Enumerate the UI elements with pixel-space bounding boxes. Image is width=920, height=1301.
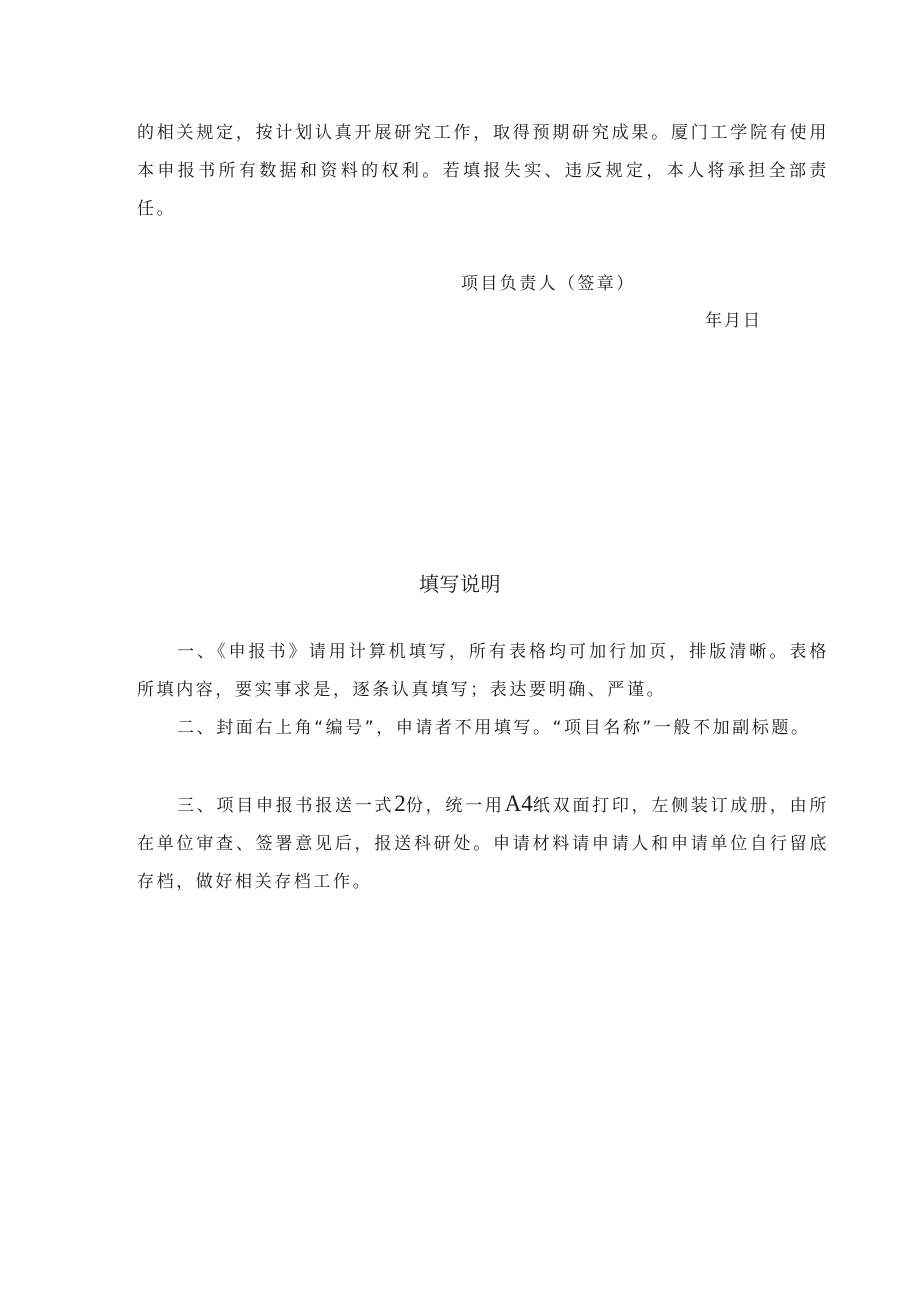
instruction-item-3 [137,785,829,901]
copies-count: 2 [394,791,406,816]
paper-size: A4 [504,791,533,816]
declaration-paragraph: 的相关规定，按计划认真开展研究工作，取得预期研究成果。厦门工学院有使用本申报书所有数据和资料的权利。若填报失实、违反规定，本人将承担全部责任。 [137,123,829,219]
section-title: 填写说明 [419,572,501,596]
instruction-item-3-text-b: 份，统一用 [405,796,505,816]
instruction-item-2: 二、封面右上角“编号”，申请者不用填写。“项目名称”一般不加副标题。 [177,718,811,738]
signature-label: 项目负责人（签章） [461,274,636,294]
instruction-item-1: 一、《申报书》请用计算机填写，所有表格均可加行加页，排版清晰。表格所填内容，要实事求是，逐条认真填写；表达要明确、严谨。 [137,642,829,700]
instruction-item-3-text-a: 三、项目申报书报送一式 [177,796,395,816]
instruction-item-3-text-c: 纸双面打印，左侧装订成册，由所在单位审查、签署意见后，报送科研处。申请材料请申请人和申请单位自行留底存档，做好相关存档工作。 [137,796,830,892]
signature-date: 年月日 [705,311,762,331]
